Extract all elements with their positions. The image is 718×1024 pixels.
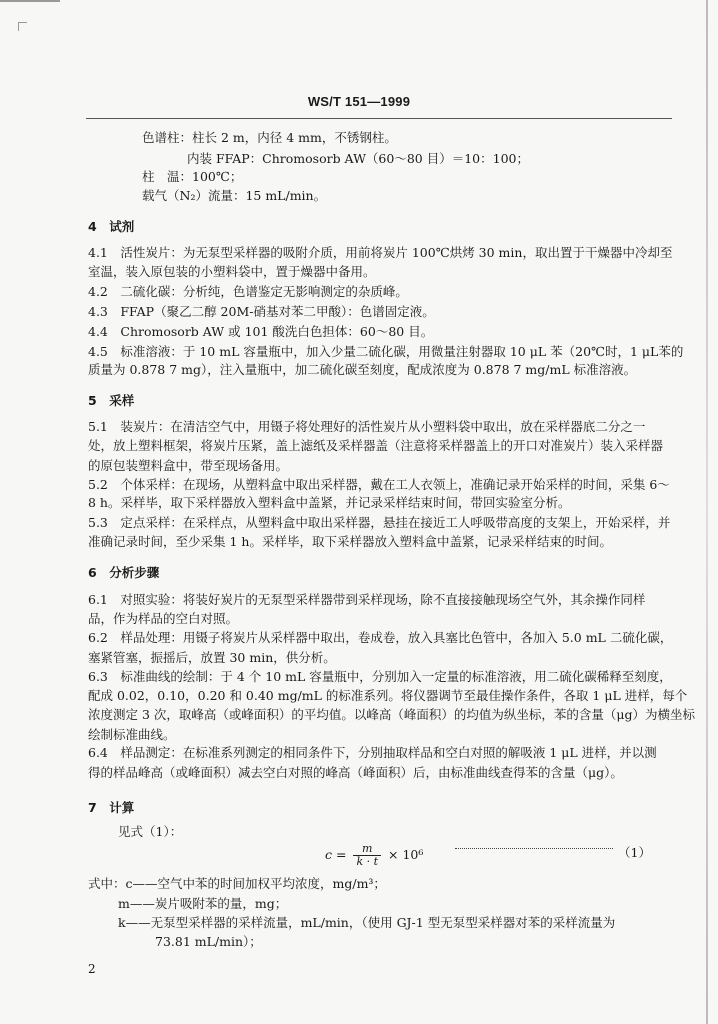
para-6-3-line2: 配成 0.02，0.10，0.20 和 0.40 mg/mL 的标准系列。将仪器调节至最佳操作条件，各取 1 μL 进样，每个 xyxy=(88,688,688,703)
para-5-1-line1: 5.1 装炭片：在清洁空气中，用镊子将处理好的活性炭片从小塑料袋中取出，放在采样器底二分之一 xyxy=(88,419,646,434)
section-5-title: 5 采样 xyxy=(88,393,135,408)
para-6-4-line1: 6.4 样品测定：在标准系列测定的相同条件下，分别抽取样品和空白对照的解吸液 1 μL 进样，并以测 xyxy=(88,745,657,760)
para-6-3-line4: 绘制标准曲线。 xyxy=(88,727,176,742)
where-k-line2: 73.81 mL/min）； xyxy=(155,934,262,949)
equation-number: （1） xyxy=(618,845,651,860)
para-5-2-line2: 8 h。采样毕，取下采样器放入塑料盒中盖紧，并记录采样结束时间，带回实验室分析。 xyxy=(88,495,571,510)
para-6-3-line1: 6.3 标准曲线的绘制：于 4 个 10 mL 容量瓶中，分别加入一定量的标准溶液，用二硫化碳稀释至刻度， xyxy=(88,669,672,684)
gc-column-line: 色谱柱：柱长 2 m，内径 4 mm，不锈钢柱。 xyxy=(142,130,397,145)
para-6-2-line2: 塞紧管塞，振摇后，放置 30 min，供分析。 xyxy=(88,650,336,665)
where-k-line1: k——无泵型采样器的采样流量，mL/min，（使用 GJ-1 型无泵型采样器对苯的采样流量为 xyxy=(118,915,616,930)
para-5-3-line2: 准确记录时间，至少采集 1 h。采样毕，取下采样器放入塑料盒中盖紧，记录采样结束的时间。 xyxy=(88,534,612,549)
para-6-3-line3: 浓度测定 3 次，取峰高（或峰面积）的平均值。以峰高（峰面积）的均值为纵坐标，苯的含量（μg）为横坐标 xyxy=(88,707,696,722)
section-7-title: 7 计算 xyxy=(88,800,135,815)
section-6-title: 6 分析步骤 xyxy=(88,565,160,580)
para-6-4-line2: 得的样品峰高（或峰面积）减去空白对照的峰高（峰面积）后，由标准曲线查得苯的含量（μg）。 xyxy=(88,765,623,780)
scan-edge-shadow xyxy=(706,0,708,1024)
para-4-1-line2: 室温，装入原包装的小塑料袋中，置于燥器中备用。 xyxy=(88,264,376,279)
header-rule xyxy=(86,118,672,119)
formula-fraction xyxy=(353,843,381,868)
para-6-1-line2: 品，作为样品的空白对照。 xyxy=(88,611,239,626)
formula-lhs: c = xyxy=(325,847,347,862)
para-4-1-line1: 4.1 活性炭片：为无泵型采样器的吸附介质，用前将炭片 100℃烘烤 30 min，取出置于干燥器中冷却至 xyxy=(88,245,673,260)
formula-1 xyxy=(325,843,423,868)
gc-temp-line: 柱 温：100℃； xyxy=(142,169,243,184)
para-4-2: 4.2 二硫化碳：分析纯，色谱鉴定无影响测定的杂质峰。 xyxy=(88,284,408,299)
formula-numerator: m xyxy=(353,843,381,856)
para-6-1-line1: 6.1 对照实验：将装好炭片的无泵型采样器带到采样现场，除不直接接触现场空气外，其余操作同样 xyxy=(88,592,646,607)
scan-edge-mark xyxy=(0,0,60,2)
para-4-4: 4.4 Chromosorb AW 或 101 酸洗白色担体：60～80 目。 xyxy=(88,324,434,339)
where-c: 式中：c——空气中苯的时间加权平均浓度，mg/m³； xyxy=(88,876,386,891)
para-5-2-line1: 5.2 个体采样：在现场，从塑料盒中取出采样器，戴在工人衣领上，准确记录开始采样的时间，采集 6～ xyxy=(88,477,670,492)
formula-rhs: × 10⁶ xyxy=(388,847,424,862)
para-5-1-line3: 的原包装塑料盒中，带至现场备用。 xyxy=(88,458,289,473)
where-m: m——炭片吸附苯的量，mg； xyxy=(118,896,288,911)
formula-denominator: k · t xyxy=(356,855,379,868)
para-4-5-line2: 质量为 0.878 7 mg），注入量瓶中，加二硫化碳至刻度，配成浓度为 0.878 7 mg/mL 标准溶液。 xyxy=(88,362,637,377)
crop-mark xyxy=(18,22,27,31)
para-4-5-line1: 4.5 标准溶液：于 10 mL 容量瓶中，加入少量二硫化碳，用微量注射器取 10 μL 苯（20℃时，1 μL苯的 xyxy=(88,344,684,359)
para-4-3: 4.3 FFAP（聚乙二醇 20M-硝基对苯二甲酸）：色谱固定液。 xyxy=(88,304,435,319)
para-6-2-line1: 6.2 样品处理：用镊子将炭片从采样器中取出，卷成卷，放入具塞比色管中，各加入 5.0 mL 二硫化碳， xyxy=(88,630,673,645)
formula-intro: 见式（1）： xyxy=(118,824,183,839)
formula-leader-dots xyxy=(455,848,613,849)
page-header: WS/T 151—1999 xyxy=(307,94,411,109)
para-5-3-line1: 5.3 定点采样：在采样点，从塑料盒中取出采样器，悬挂在接近工人呼吸带高度的支架上，开始采样，并 xyxy=(88,515,671,530)
gc-packing-line: 内装 FFAP：Chromosorb AW（60～80 目）＝10：100； xyxy=(187,151,529,166)
section-4-title: 4 试剂 xyxy=(88,219,135,234)
para-5-1-line2: 处，放上塑料框架，将炭片压紧，盖上滤纸及采样器盖（注意将采样器盖上的开口对准炭片）装入采样器 xyxy=(88,438,664,453)
page-number: 2 xyxy=(88,962,96,976)
gc-carrier-line: 载气（N₂）流量：15 mL/min。 xyxy=(142,188,327,203)
